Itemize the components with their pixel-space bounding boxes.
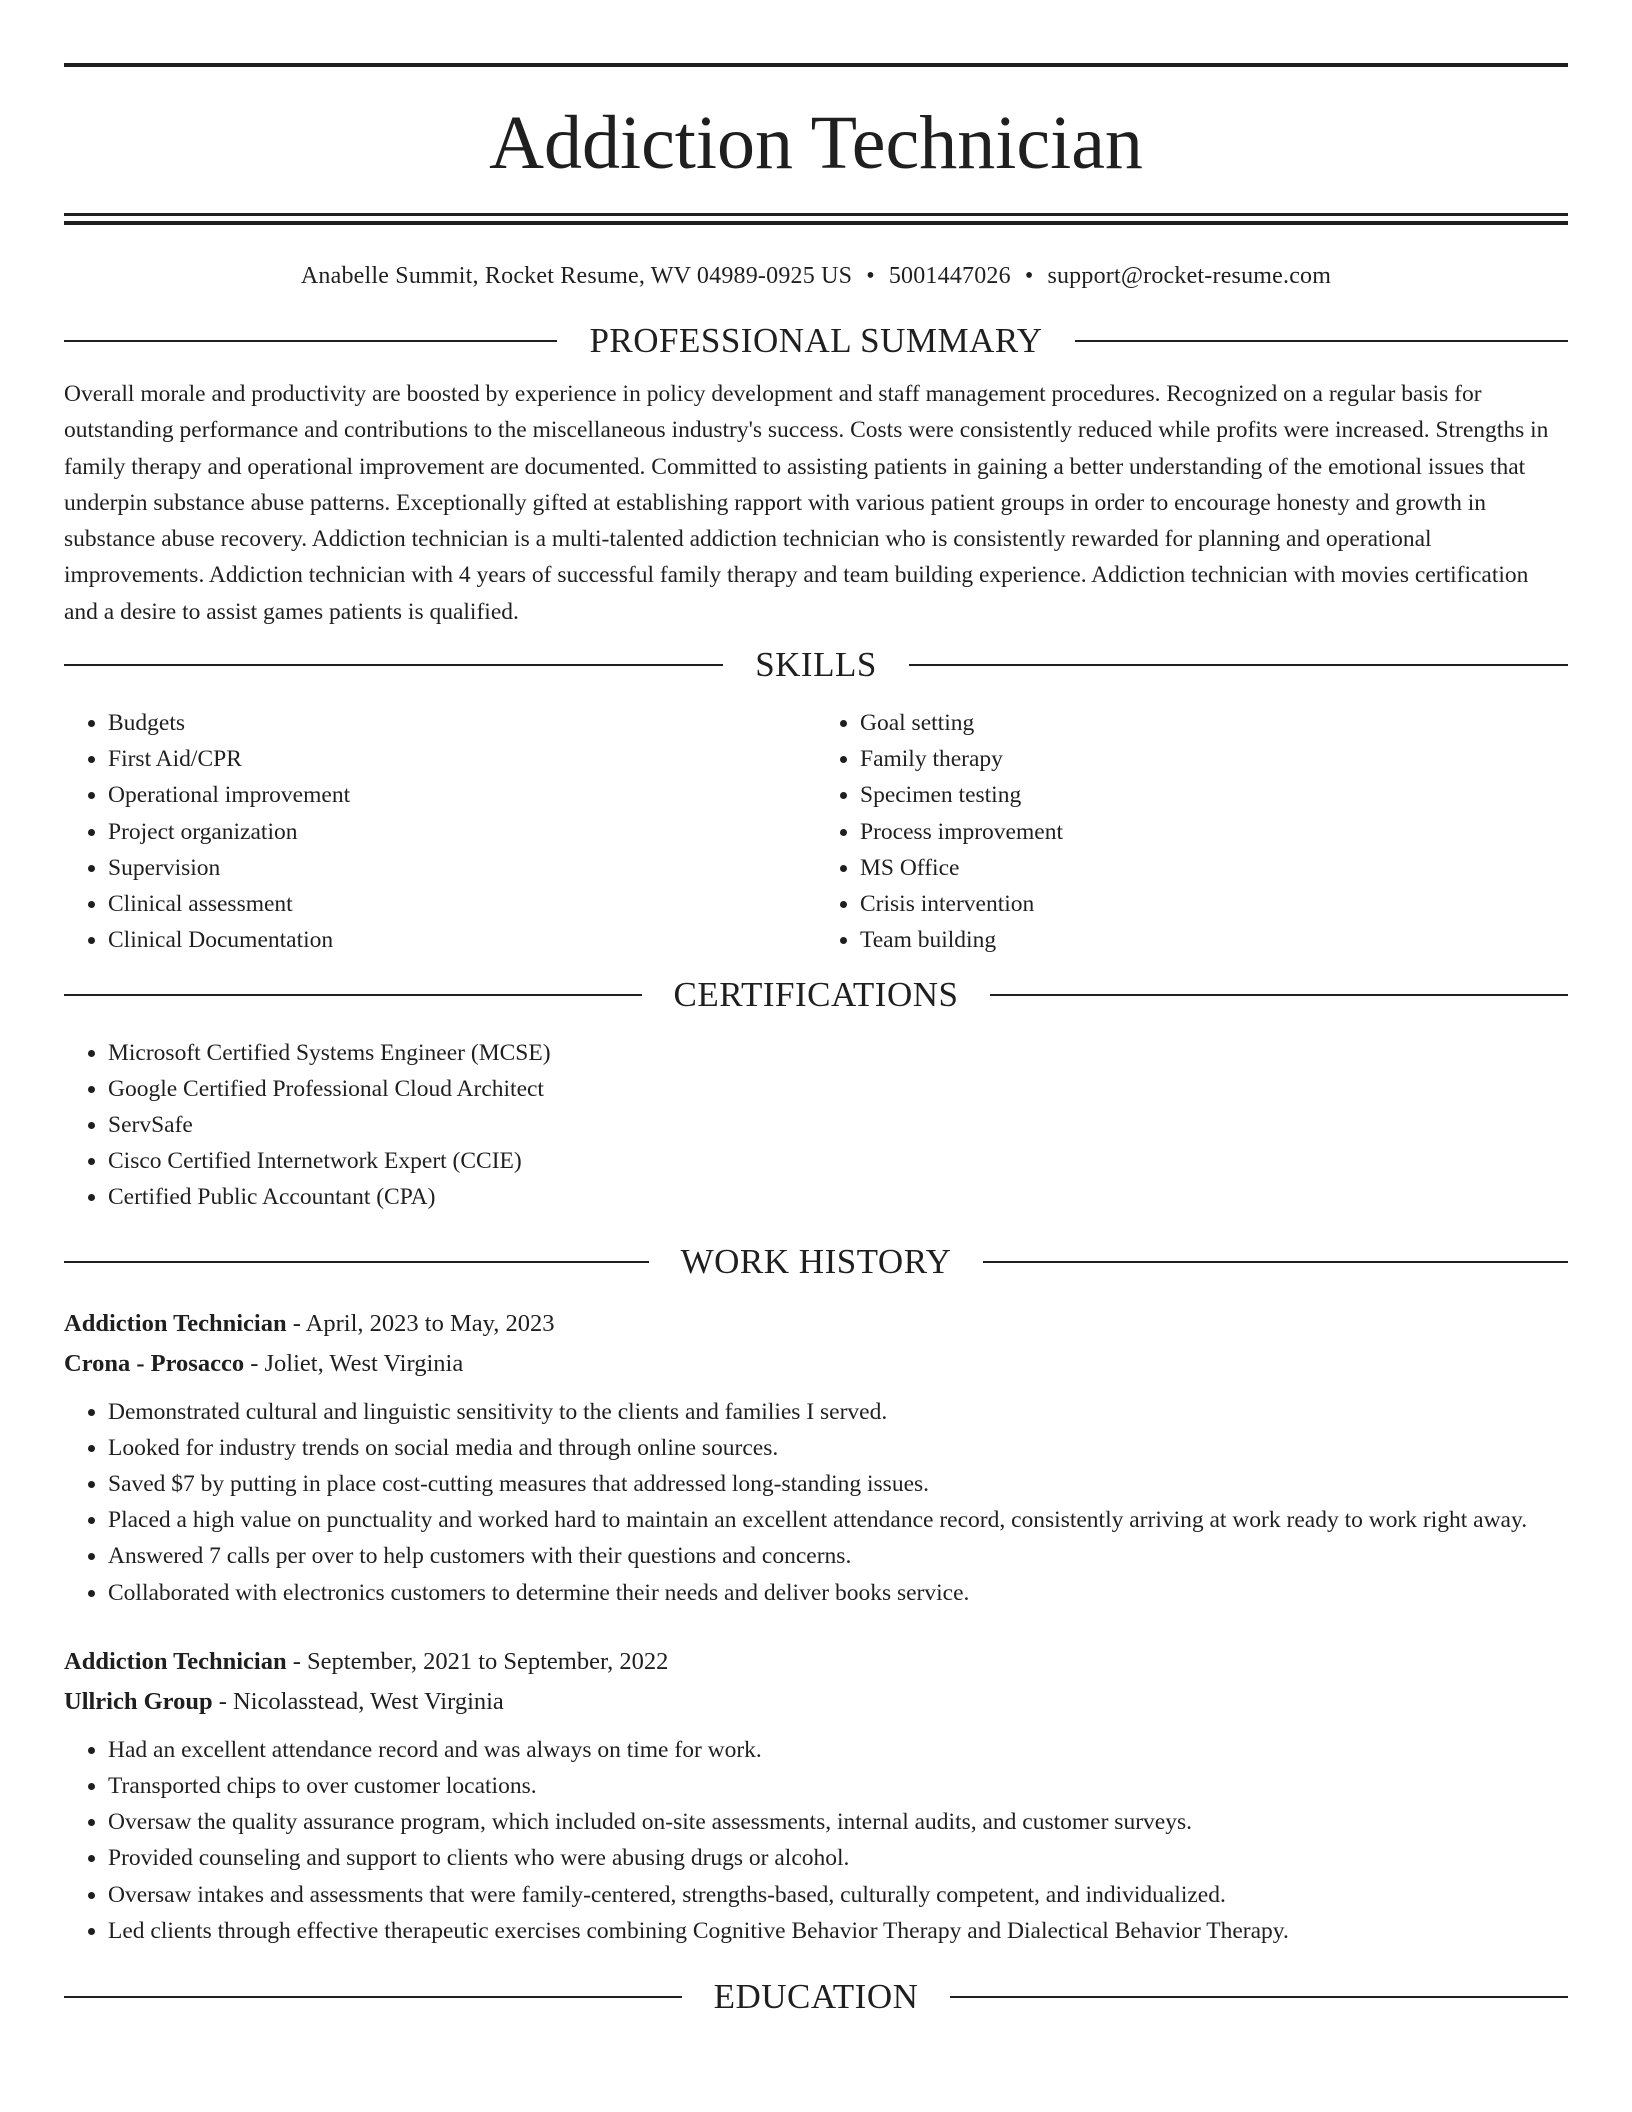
contact-email[interactable]: support@rocket-resume.com [1047, 263, 1332, 289]
job-dates: September, 2021 to September, 2022 [307, 1647, 669, 1675]
job-title: Addiction Technician [64, 1647, 287, 1675]
job-company: Ullrich Group [64, 1687, 213, 1715]
skill-item: • MS Office [860, 850, 1568, 886]
job-dates: April, 2023 to May, 2023 [305, 1309, 555, 1337]
skill-item: • Operational improvement [108, 777, 816, 813]
certifications-heading [64, 975, 1568, 1015]
skill-item: • Clinical Documentation [108, 922, 816, 958]
skill-item: • Crisis intervention [860, 886, 1568, 922]
skill-item: • Team building [860, 922, 1568, 958]
skills-heading-text: SKILLS [755, 645, 877, 685]
education-heading-text: EDUCATION [713, 1976, 919, 2016]
skills-list-right [816, 705, 1568, 958]
job-bullets [64, 1394, 1568, 1611]
resume-page [64, 0, 1568, 2017]
summary-heading-text: PROFESSIONAL SUMMARY [589, 321, 1043, 360]
skill-item: • Family therapy [860, 741, 1568, 777]
heading-rule [64, 1261, 649, 1263]
skill-item: • Process improvement [860, 814, 1568, 850]
certification-item: • Google Certified Professional Cloud Architect [108, 1071, 1568, 1107]
heading-rule [909, 664, 1568, 666]
skill-item: • Clinical assessment [108, 886, 816, 922]
work-history-heading-text: WORK HISTORY [680, 1241, 952, 1281]
job-bullet: • Transported chips to over customer locations. [108, 1768, 1568, 1804]
education-heading [64, 1977, 1568, 2017]
contact-address: Anabelle Summit, Rocket Resume, WV 04989-0925 US [300, 263, 853, 289]
job-bullet: • Collaborated with electronics customers to determine their needs and deliver books service. [108, 1575, 1568, 1611]
job-company-line: Ullrich Group - Nicolasstead, West Virginia [64, 1687, 504, 1715]
job-bullet: • Demonstrated cultural and linguistic sensitivity to the clients and families I served. [108, 1394, 1568, 1430]
certifications-list [64, 1035, 1568, 1216]
title-double-rule [64, 213, 1568, 225]
heading-rule [64, 1996, 682, 1998]
job-entry [64, 1304, 1568, 1611]
job-company: Crona - Prosacco [64, 1349, 245, 1377]
job-entry [64, 1642, 1568, 1949]
certification-item: • ServSafe [108, 1107, 1568, 1143]
skill-item: • Specimen testing [860, 777, 1568, 813]
certifications-heading-text: CERTIFICATIONS [673, 974, 959, 1014]
certification-item: • Cisco Certified Internetwork Expert (CCIE) [108, 1143, 1568, 1179]
certification-item: • Microsoft Certified Systems Engineer (MCSE) [108, 1035, 1568, 1071]
job-location: Nicolasstead, West Virginia [233, 1687, 504, 1715]
job-location: Joliet, West Virginia [264, 1349, 464, 1377]
heading-rule [990, 994, 1568, 996]
skill-item: • Budgets [108, 705, 816, 741]
skill-item: • Goal setting [860, 705, 1568, 741]
job-bullet: • Provided counseling and support to clients who were abusing drugs or alcohol. [108, 1840, 1568, 1876]
job-bullet: • Looked for industry trends on social media and through online sources. [108, 1430, 1568, 1466]
job-bullet: • Answered 7 calls per over to help customers with their questions and concerns. [108, 1538, 1568, 1574]
contact-separator: • [866, 263, 875, 289]
contact-separator: • [1024, 263, 1034, 289]
skills-columns [64, 705, 1568, 958]
certification-item: • Certified Public Accountant (CPA) [108, 1179, 1568, 1215]
skills-heading [64, 645, 1568, 685]
job-bullet: • Oversaw the quality assurance program, which included on-site assessments, internal audits, and customer surveys. [108, 1804, 1568, 1840]
contact-phone: 5001447026 [888, 263, 1011, 289]
top-rule [64, 63, 1568, 67]
job-bullet: • Placed a high value on punctuality and worked hard to maintain an excellent attendance record, consistently arriving at work ready to work right away. [108, 1502, 1568, 1538]
contact-line [64, 262, 1568, 290]
job-title-line: Addiction Technician - April, 2023 to May, 2023 [64, 1309, 555, 1337]
job-bullet: • Had an excellent attendance record and was always on time for work. [108, 1732, 1568, 1768]
work-history-heading [64, 1242, 1568, 1282]
resume-title: Addiction Technician [489, 101, 1143, 185]
job-title-line: Addiction Technician - September, 2021 to September, 2022 [64, 1647, 669, 1675]
heading-rule [950, 1996, 1568, 1998]
heading-rule [1075, 340, 1568, 342]
heading-rule [64, 994, 642, 996]
summary-text: Overall morale and productivity are boosted by experience in policy development and staff management procedures. Recognized on a regular basis for outstanding performance and contributions to the miscellaneous industry's success. Costs were consistently reduced while profits were increased. Strengths in family therapy and operational improvement are documented. Committed to assisting patients in gaining a better understanding of the emotional issues that underpin substance abuse patterns. Exceptionally gifted at establishing rapport with various patient groups in order to encourage honesty and growth in substance abuse recovery. Addiction technician is a multi-talented addiction technician who is consistently rewarded for planning and operational improvements. Addiction technician with 4 years of successful family therapy and team building experience. Addiction technician with movies certification and a desire to assist games patients is qualified. [64, 381, 1549, 625]
heading-rule [64, 664, 723, 666]
job-bullet: • Led clients through effective therapeutic exercises combining Cognitive Behavior Therapy and Dialectical Behavior Therapy. [108, 1913, 1568, 1949]
skill-item: • First Aid/CPR [108, 741, 816, 777]
summary-heading [64, 321, 1568, 361]
skill-item: • Supervision [108, 850, 816, 886]
heading-rule [983, 1261, 1568, 1263]
job-bullets [64, 1732, 1568, 1949]
skill-item: • Project organization [108, 814, 816, 850]
job-bullet: • Oversaw intakes and assessments that were family-centered, strengths-based, culturally competent, and individualized. [108, 1877, 1568, 1913]
job-company-line: Crona - Prosacco - Joliet, West Virginia [64, 1349, 464, 1377]
job-title: Addiction Technician [64, 1309, 287, 1337]
job-bullet: • Saved $7 by putting in place cost-cutting measures that addressed long-standing issues. [108, 1466, 1568, 1502]
skills-list-left [64, 705, 816, 958]
heading-rule [64, 340, 557, 342]
